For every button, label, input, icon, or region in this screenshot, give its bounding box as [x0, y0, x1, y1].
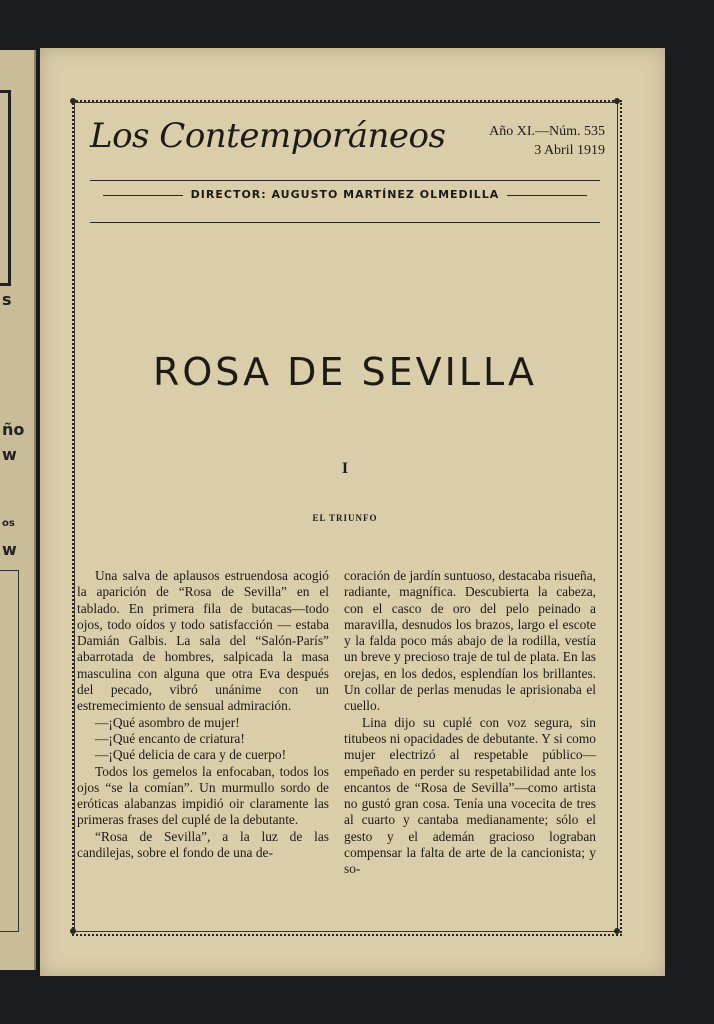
adjacent-page-fragment: os [2, 518, 15, 529]
divider [103, 195, 183, 196]
paragraph: —¡Qué delicia de cara y de cuerpo! [95, 747, 287, 763]
director-name: DIRECTOR: AUGUSTO MARTÍNEZ OLMEDILLA [190, 188, 500, 201]
issue-date: 3 Abril 1919 [534, 143, 605, 158]
border-corner-ornament [614, 928, 620, 934]
adjacent-page-box [0, 570, 19, 932]
paragraph: —¡Qué asombro de mujer! [95, 714, 240, 730]
adjacent-page-border [0, 90, 11, 286]
director-line [90, 188, 600, 201]
divider [507, 195, 587, 196]
issue-number: Año XI.—Núm. 535 [489, 124, 605, 139]
adjacent-page-fragment: ño [2, 420, 25, 439]
border-corner-ornament [70, 98, 76, 104]
border-corner-ornament [70, 928, 76, 934]
text-column-right [344, 568, 596, 878]
issue-info [489, 122, 605, 160]
paragraph: Todos los gemelos la enfocaban, todos los ojos “se la comían”. Un murmullo sordo de eróticas alabanzas impidió oir claramente las primeras frases del cuplé de la debutante. [77, 763, 329, 828]
paragraph: coración de jardín suntuoso, destacaba risueña, radiante, magnífica. Descubierta la cabeza, con el casco de oro del pelo peinado a maravilla, desnudos los brazos, largo el escote y la falda poco más abajo de la rodilla, vestía un breve y precioso traje de tul de plata. En las orejas, en los dedos, esplendían los brillantes. Un collar de perlas menudas le aprisionaba el cuello. [344, 568, 596, 714]
masthead-rule [90, 180, 600, 181]
chapter-subtitle: EL TRIUNFO [312, 513, 378, 523]
border-corner-ornament [614, 98, 620, 104]
masthead [90, 116, 605, 166]
chapter-number: I [341, 460, 349, 477]
adjacent-page-fragment: w [2, 540, 17, 559]
publication-logo: Los Contemporáneos [90, 116, 446, 156]
magazine-page [40, 48, 665, 976]
adjacent-page-edge [0, 50, 36, 970]
masthead-rule [90, 222, 600, 223]
paragraph: “Rosa de Sevilla”, a la luz de las candilejas, sobre el fondo de una de- [77, 828, 329, 861]
adjacent-page-fragment: w [2, 445, 17, 464]
paragraph: Lina dijo su cuplé con voz segura, sin titubeos ni opacidades de debutante. Y si como mujer electrizó al respetable público—empeñado en perder su respetabilidad ante los encantos de “Rosa de Sevilla”—como artista no gustó gran cosa. Tenía una vocecita de tres al cuarto y cantaba medianamente; sólo el gesto y el ademán gracioso lograban compensar la falta de arte de la cancionista; y so- [344, 714, 596, 877]
article-title: ROSA DE SEVILLA [152, 350, 538, 394]
adjacent-page-fragment: s [2, 290, 12, 309]
paragraph: —¡Qué encanto de criatura! [95, 730, 245, 746]
text-column-left [77, 568, 329, 861]
paragraph: Una salva de aplausos estruendosa acogió la aparición de “Rosa de Sevilla” en el tablado. En primera fila de butacas—todo ojos, todo oídos y todo satisfacción — estaba Damián Galbis. La sala del “Salón-París” abarrotada de hombres, salpicada la masa masculina con alguna que otra Eva después del pecado, vibró unánime con un estremecimiento de sensual admiración. [77, 568, 329, 714]
